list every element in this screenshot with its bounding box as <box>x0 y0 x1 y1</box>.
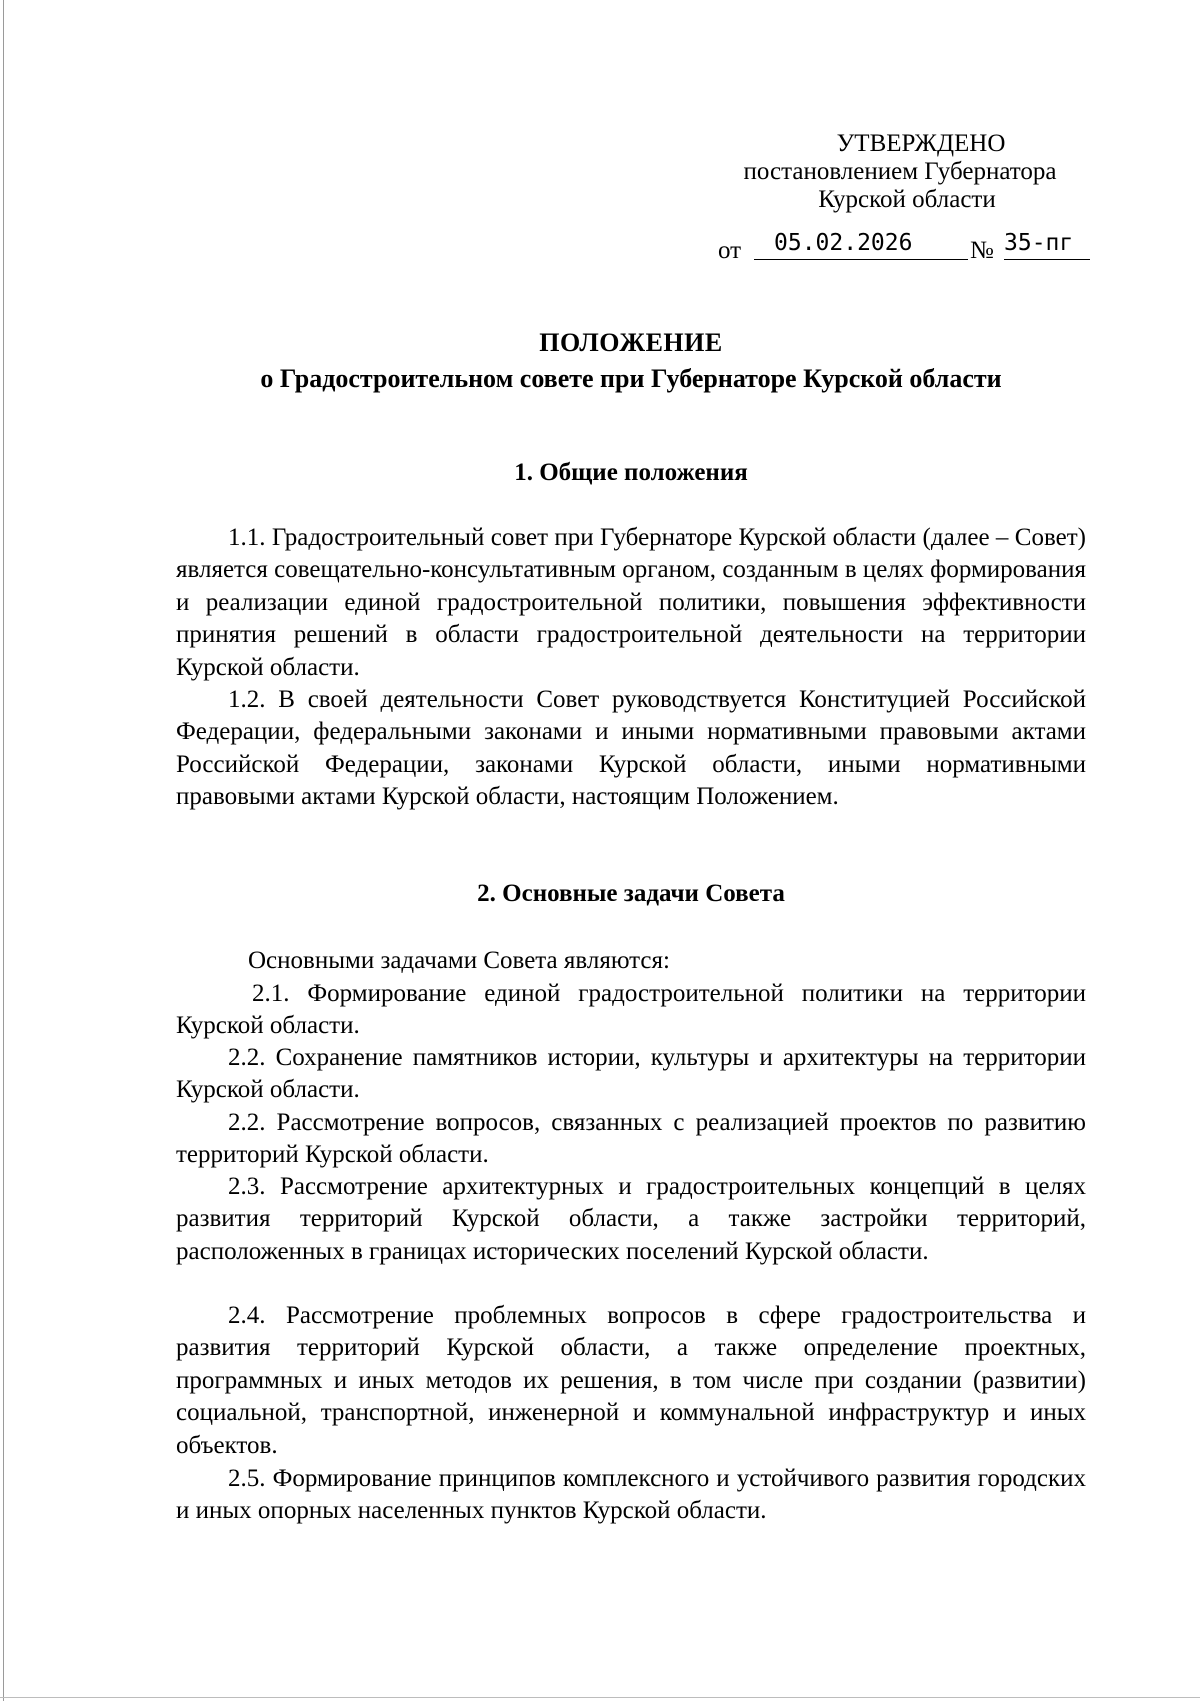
paragraph-2-2-projects: 2.2. Рассмотрение вопросов, связанных с реализацией проектов по развитию территорий Курской области. <box>176 1109 1086 1169</box>
number-sign: № <box>970 237 994 264</box>
approval-number: 35-пг <box>1004 228 1090 260</box>
approval-stamp-block <box>700 130 1100 214</box>
tasks-intro: Основными задачами Совета являются: <box>248 947 670 974</box>
paragraph-2-5: 2.5. Формирование принципов комплексного и устойчивого развития городских и иных опорных населенных пунктов Курской области. <box>176 1465 1086 1525</box>
scan-edge-left <box>3 0 4 1701</box>
paragraph-2-4: 2.4. Рассмотрение проблемных вопросов в сфере градостроительства и развития территорий Курской области, а также определение проектных, программных и иных методов их решения, в том числе при создании (развитии) социальной, транспортной, инженерной и коммунальной инфраструктур и иных объектов. <box>176 1302 1086 1459</box>
paragraph-1-1: 1.1. Градостроительный совет при Губернаторе Курской области (далее – Совет) является совещательно-консультативным органом, созданным в целях формирования и реализации единой градостроительной политики, повышения эффективности принятия решений в области градостроительной деятельности на территории Курской области. <box>176 524 1086 681</box>
approval-issuer: постановлением Губернатора <box>743 158 1057 185</box>
paragraph-2-2-monuments: 2.2. Сохранение памятников истории, культуры и архитектуры на территории Курской области. <box>176 1044 1086 1104</box>
document-title: ПОЛОЖЕНИЕ <box>539 328 723 357</box>
approval-date: 05.02.2026 <box>754 228 968 260</box>
approval-heading: УТВЕРЖДЕНО <box>836 130 1006 157</box>
paragraph-2-3: 2.3. Рассмотрение архитектурных и градостроительных концепций в целях развития территорий Курской области, а также застройки территорий, расположенных в границах исторических поселений Курской области. <box>176 1173 1086 1265</box>
scan-edge-bottom <box>0 1697 1200 1698</box>
document-subtitle: о Градостроительном совете при Губернаторе Курской области <box>260 364 1002 393</box>
date-prefix: от <box>718 237 742 264</box>
approval-region: Курской области <box>818 186 996 213</box>
paragraph-2-1: 2.1. Формирование единой градостроительной политики на территории Курской области. <box>176 980 1086 1040</box>
paragraph-1-2: 1.2. В своей деятельности Совет руководствуется Конституцией Российской Федерации, федеральными законами и иными нормативными правовыми актами Российской Федерации, законами Курской области, иными нормативными правовыми актами Курской области, настоящим Положением. <box>176 686 1086 811</box>
section-heading-general: 1. Общие положения <box>514 459 748 486</box>
section-heading-tasks: 2. Основные задачи Совета <box>477 880 785 907</box>
